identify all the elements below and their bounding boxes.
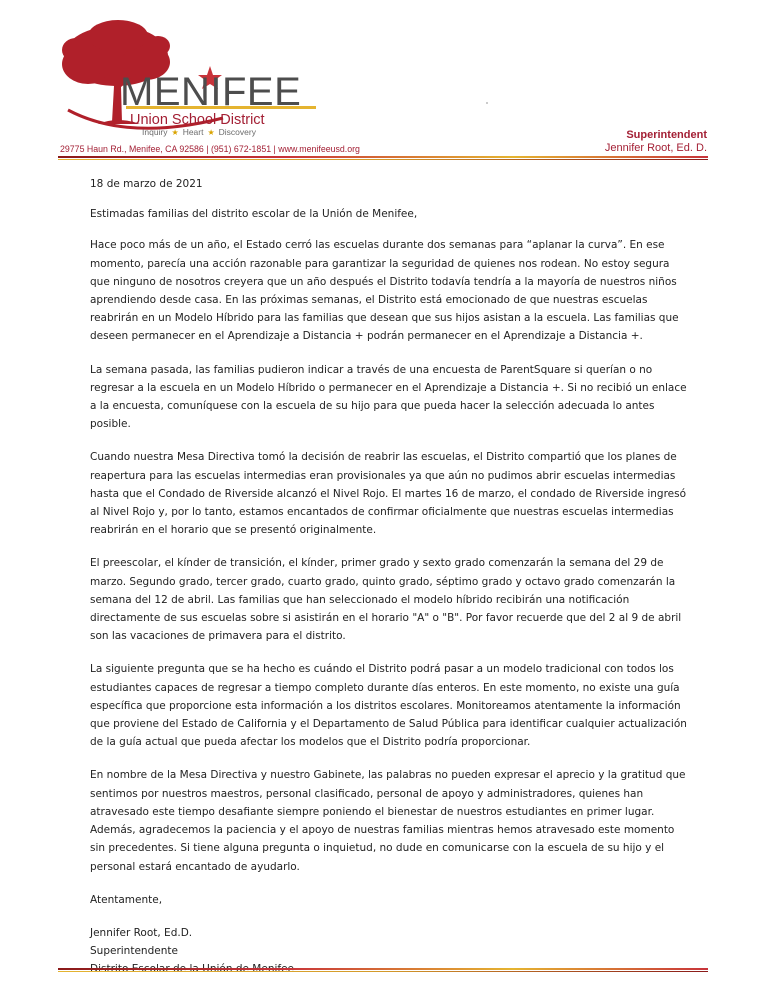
star-icon: ★ [207,128,215,137]
tagline-word: Heart [182,127,204,137]
letter-paragraph: En nombre de la Mesa Directiva y nuestro Gabinete, las palabras no pueden expresar el aprecio y la gratitud que sentimos por nuestros maestros, personal clasificado, personal de apoyo y administradores, quienes han atravesado este tiempo desafiante siempre poniendo el bienestar de nuestros estudiantes en primer lugar. Además, agradecemos la paciencia y el apoyo de nuestras familias mientras hemos atravesado este momento sin precedentes. Si tiene alguna pregunta o inquietud, no dude en comunicarse con la escuela de su hijo y el personal estará encantado de ayudarlo. [90,769,686,873]
brand-name: MENIFEE [120,70,302,114]
signature-title: Superintendente [90,945,178,958]
signature-name: Jennifer Root, Ed.D. [90,926,193,939]
letter-paragraph: La siguiente pregunta que se ha hecho es cuándo el Distrito podrá pasar a un modelo tradicional con todos los estudiantes capaces de regresar a tiempo completo durante días enteros. En este momento, no existe una guía específica que proporcione esta información a los distritos escolares. Monitoreamos atentamente la información que proviene del Estado de California y el Departamento de Salud Pública para identificar cualquier actualización de la guía actual que pueda afectar los modelos que el Distrito podría proporcionar. [90,663,687,749]
superintendent-title: Superintendent [626,129,707,141]
letter-body [90,175,690,979]
letter-date: 18 de marzo de 2021 [90,178,203,190]
tagline [142,128,256,137]
tagline-word: Inquiry [142,127,168,137]
letter-greeting: Estimadas familias del distrito escolar de la Unión de Menifee, [90,208,418,221]
letter-paragraph: La semana pasada, las familias pudieron indicar a través de una encuesta de ParentSquare si querían o no regresar a la escuela en un Modelo Híbrido o permanecer en el Aprendizaje a Distancia +. Si no recibió un enlace a la encuesta, comuníquese con la escuela de su hijo para que pueda hacer la selección adecuada lo antes posible. [90,363,687,431]
star-icon: ★ [171,128,179,137]
letter-paragraph: Hace poco más de un año, el Estado cerró las escuelas durante dos semanas para “aplanar la curva”. En ese momento, parecía una acción razonable para garantizar la seguridad de quienes nos rodean. No estoy segura que ninguno de nosotros creyera que un año después el Distrito todavía tendría a la mayoría de nuestros niños aprendiendo desde casa. En las próximas semanas, el Distrito está emocionado de que nuestras escuelas reabrirán en un Modelo Híbrido para las familias que desean que sus hijos asistan a la escuela. Las familias que deseen permanecer en el Aprendizaje a Distancia + podrán permanecer en el Aprendizaje a Distancia +. [90,239,679,343]
superintendent-name: Jennifer Root, Ed. D. [604,142,707,154]
letter-paragraph: Cuando nuestra Mesa Directiva tomó la decisión de reabrir las escuelas, el Distrito compartió que los planes de reapertura para las escuelas intermedias eran provisionales ya que aún no pudimos abrir escuelas intermedias hasta que el Condado de Riverside alcanzó el Nivel Rojo. El martes 16 de marzo, el condado de Riverside ingresó al Nivel Rojo y, por lo tanto, estamos encantados de confirmar oficialmente que nuestras escuelas intermedias reabrirán en el horario que se presentó originalmente. [90,451,687,537]
sub-brand: Union School District [130,112,265,128]
district-address: 29775 Haun Rd., Menifee, CA 92586 | (951) 672-1851 | www.menifeeusd.org [60,144,360,154]
stray-dot [486,102,488,104]
footer-divider [58,968,708,974]
header-divider [58,156,708,160]
letter-closing: Atentamente, [90,893,163,906]
tagline-word: Discovery [218,127,256,137]
letter-paragraph: El preescolar, el kínder de transición, el kínder, primer grado y sexto grado comenzarán la semana del 29 de marzo. Segundo grado, tercer grado, cuarto grado, quinto grado, séptimo grado y octavo grado comenzarán la semana del 12 de abril. Las familias que han seleccionado el modelo híbrido recibirán una notificación directamente de sus escuelas sobre si asistirán en el horario "A" o "B". Por favor recuerde que del 2 al 9 de abril son las vacaciones de primavera para el distrito. [90,557,682,643]
